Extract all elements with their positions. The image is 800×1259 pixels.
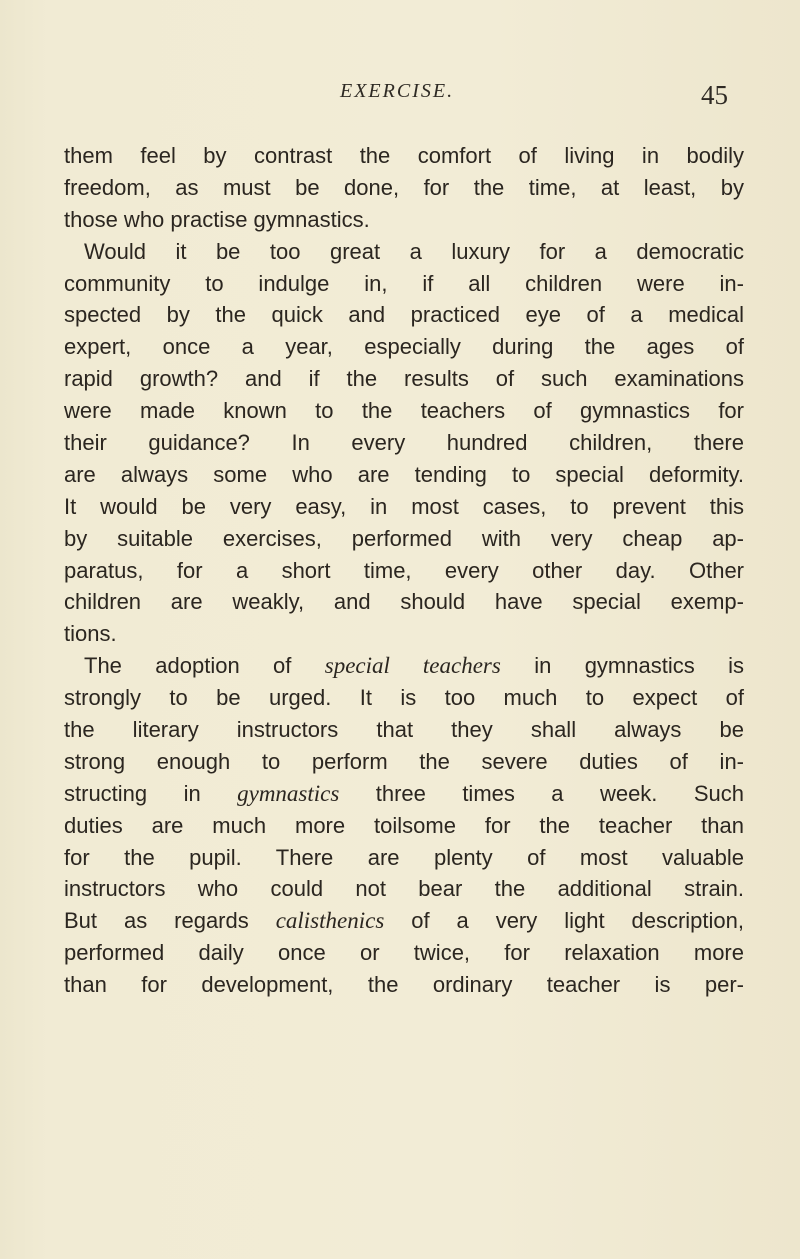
text-line: by suitable exercises, performed with very cheap ap-	[64, 525, 744, 551]
text-line: are always some who are tending to special deformity.	[64, 461, 744, 487]
text-line: The adoption of special teachers in gymnastics is	[84, 653, 744, 679]
text-line: freedom, as must be done, for the time, at least, by	[64, 174, 744, 200]
text-line: strongly to be urged. It is too much to expect of	[64, 685, 744, 711]
text-line: tions.	[64, 621, 117, 647]
text-line: performed daily once or twice, for relaxation more	[64, 940, 744, 966]
text-line: paratus, for a short time, every other day. Other	[64, 557, 744, 583]
text-line: expert, once a year, especially during the ages of	[64, 334, 744, 360]
text-line: the literary instructors that they shall always be	[64, 717, 744, 743]
text-line: It would be very easy, in most cases, to prevent this	[64, 493, 744, 519]
text-line: for the pupil. There are plenty of most valuable	[64, 844, 744, 870]
text-line: community to indulge in, if all children were in-	[64, 270, 744, 296]
page-number: 45	[701, 80, 728, 110]
text-line: than for development, the ordinary teacher is per-	[64, 972, 744, 998]
text-line: instructors who could not bear the additional strain.	[64, 876, 744, 902]
text-line: spected by the quick and practiced eye of a medical	[64, 302, 744, 328]
text-line: those who practise gymnastics.	[64, 206, 370, 232]
text-line: But as regards calisthenics of a very light description,	[64, 908, 744, 934]
text-line: them feel by contrast the comfort of living in bodily	[64, 143, 744, 168]
running-title: EXERCISE.	[340, 80, 455, 102]
text-line: were made known to the teachers of gymnastics for	[64, 398, 744, 424]
italic-term: special teachers	[324, 653, 501, 679]
text-line: Would it be too great a luxury for a democratic	[84, 238, 744, 264]
body-text	[64, 140, 744, 1001]
text-line: structing in gymnastics three times a week. Such	[64, 780, 744, 806]
text-line: strong enough to perform the severe duties of in-	[64, 748, 744, 774]
text-line: duties are much more toilsome for the teacher than	[64, 812, 744, 838]
text-line: rapid growth? and if the results of such examinations	[64, 366, 744, 392]
text-line: children are weakly, and should have special exemp-	[64, 589, 744, 615]
italic-term: gymnastics	[237, 780, 340, 806]
italic-term: calisthenics	[275, 908, 385, 934]
text-line: their guidance? In every hundred children, there	[64, 430, 744, 456]
